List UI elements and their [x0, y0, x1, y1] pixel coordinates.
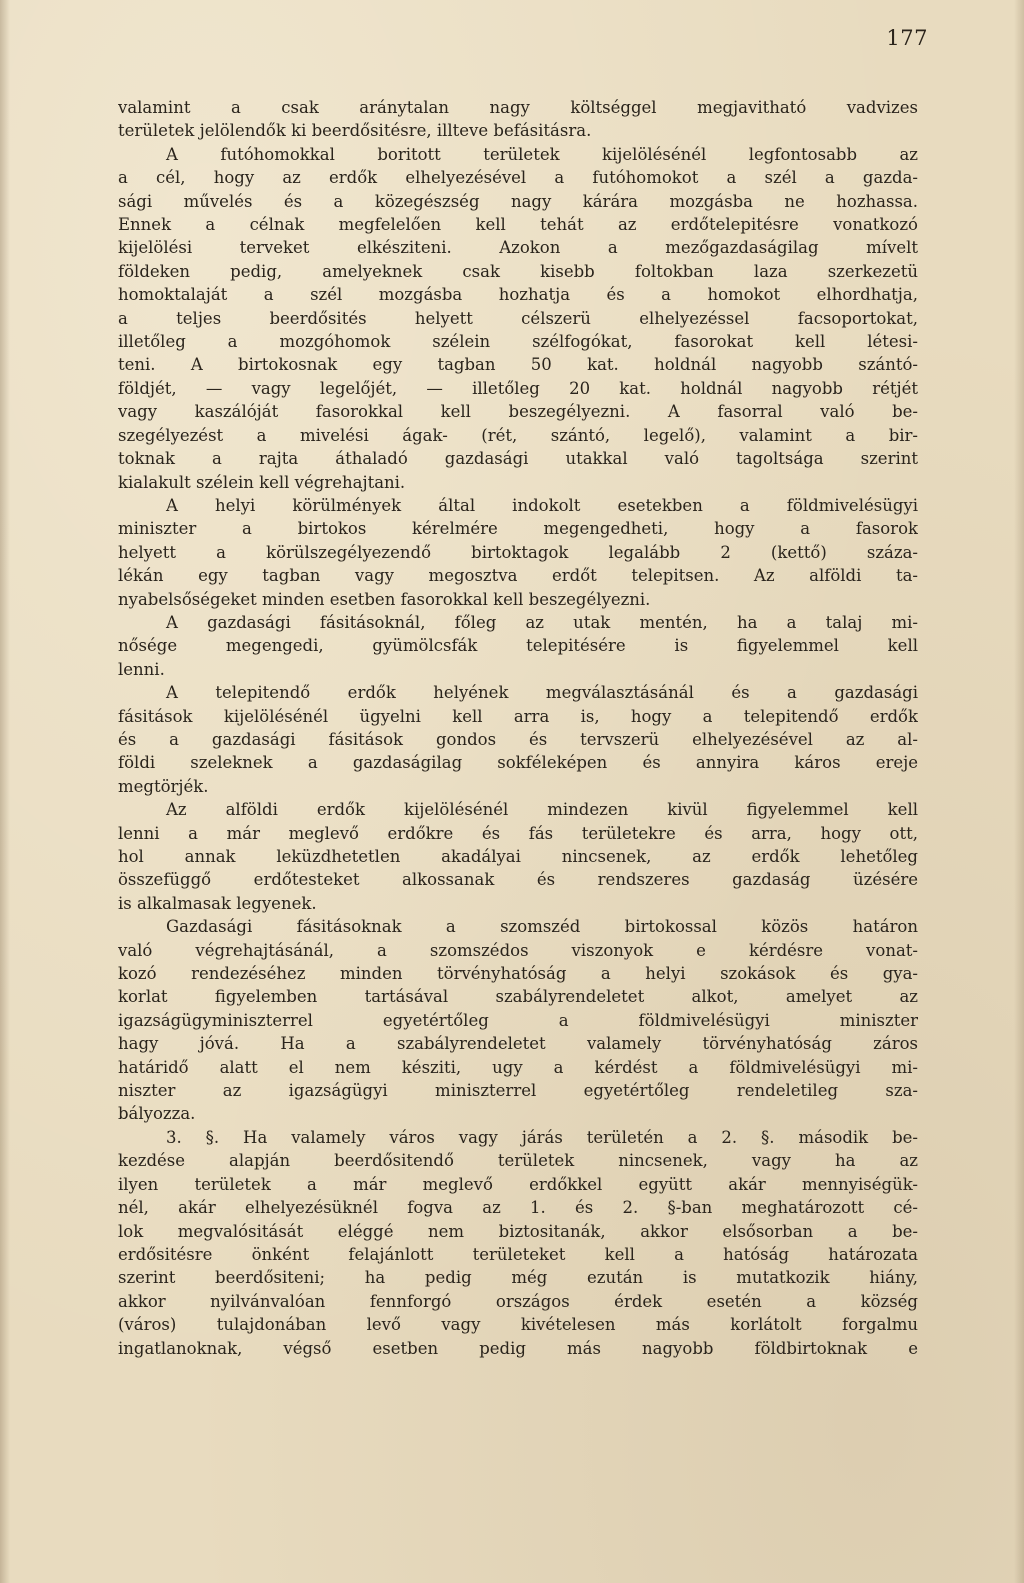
text-line: ilyen területek a már meglevő erdőkkel együtt akár mennyiségük-	[118, 1174, 918, 1194]
text-line: a teljes beerdősités helyett célszerü elhelyezéssel facsoportokat,	[118, 308, 918, 328]
text-line: összefüggő erdőtesteket alkossanak és rendszeres gazdaság üzésére	[118, 870, 918, 890]
text-line: nél, akár elhelyezésüknél fogva az 1. és 2. §-ban meghatározott cé-	[118, 1198, 918, 1218]
text-line: való végrehajtásánál, a szomszédos viszonyok e kérdésre vonat-	[118, 940, 918, 960]
text-line: kezdése alapján beerdősitendő területek nincsenek, vagy ha az	[118, 1151, 918, 1171]
text-line: korlat figyelemben tartásával szabályrendeletet alkot, amelyet az	[118, 987, 918, 1007]
text-line: nősége megengedi, gyümölcsfák telepitésére is figyelemmel kell	[118, 636, 918, 656]
text-line: ingatlanoknak, végső esetben pedig más nagyobb földbirtoknak e	[118, 1338, 918, 1358]
text-line: kialakult szélein kell végrehajtani.	[118, 472, 406, 492]
text-line: miniszter a birtokos kérelmére megengedheti, hogy a fasorok	[118, 519, 918, 539]
page-number: 177	[886, 26, 928, 50]
text-line: lok megvalósitását eléggé nem biztositanák, akkor elsősorban a be-	[118, 1221, 918, 1241]
page-left-edge-shadow	[0, 0, 10, 1583]
text-line: niszter az igazságügyi miniszterrel egyetértőleg rendeletileg sza-	[118, 1081, 918, 1101]
paragraph	[118, 96, 918, 143]
paragraph	[118, 681, 918, 798]
paragraph	[118, 915, 918, 1126]
body-text	[118, 96, 918, 1360]
text-line: Az alföldi erdők kijelölésénél mindezen kivül figyelemmel kell	[166, 800, 918, 820]
text-line: hagy jóvá. Ha a szabályrendeletet valamely törvényhatóság záros	[118, 1034, 918, 1054]
text-line: bályozza.	[118, 1104, 196, 1124]
text-line: Gazdasági fásitásoknak a szomszéd birtokossal közös határon	[166, 917, 918, 937]
text-line: lékán egy tagban vagy megosztva erdőt telepitsen. Az alföldi ta-	[118, 566, 918, 586]
text-line: szerint beerdősiteni; ha pedig még ezután is mutatkozik hiány,	[118, 1268, 918, 1288]
text-line: határidő alatt el nem késziti, ugy a kérdést a földmivelésügyi mi-	[118, 1057, 918, 1077]
text-line: helyett a körülszegélyezendő birtoktagok legalább 2 (kettő) száza-	[118, 542, 918, 562]
text-line: földeken pedig, amelyeknek csak kisebb foltokban laza szerkezetü	[118, 261, 918, 281]
text-line: A futóhomokkal boritott területek kijelölésénél legfontosabb az	[166, 144, 918, 164]
text-line: valamint a csak aránytalan nagy költséggel megjavitható vadvizes	[118, 98, 918, 117]
text-line: sági művelés és a közegészség nagy kárára mozgásba ne hozhassa.	[118, 191, 918, 211]
text-line: vagy kaszálóját fasorokkal kell beszegélyezni. A fasorral való be-	[118, 402, 918, 422]
text-line: lenni a már meglevő erdőkre és fás területekre és arra, hogy ott,	[118, 823, 918, 843]
text-line: hol annak leküzdhetetlen akadályai nincsenek, az erdők lehetőleg	[118, 847, 918, 866]
text-line: kijelölési terveket elkésziteni. Azokon a mezőgazdaságilag mívelt	[118, 238, 918, 258]
text-line: Ennek a célnak megfelelően kell tehát az erdőtelepitésre vonatkozó	[118, 215, 918, 235]
text-line: szegélyezést a mivelési ágak- (rét, szántó, legelő), valamint a bir-	[118, 425, 918, 445]
text-line: A gazdasági fásitásoknál, főleg az utak mentén, ha a talaj mi-	[166, 612, 918, 632]
text-line: 3. §. Ha valamely város vagy járás területén a 2. §. második be-	[166, 1127, 918, 1147]
text-line: teni. A birtokosnak egy tagban 50 kat. holdnál nagyobb szántó-	[118, 355, 918, 375]
text-line: földjét, — vagy legelőjét, — illetőleg 20 kat. holdnál nagyobb rétjét	[118, 378, 918, 398]
text-line: illetőleg a mozgóhomok szélein szélfogókat, fasorokat kell létesi-	[118, 332, 918, 352]
text-line: nyabelsőségeket minden esetben fasorokkal kell beszegélyezni.	[118, 589, 651, 609]
paragraph	[118, 611, 918, 681]
paragraph	[118, 494, 918, 611]
text-line: A helyi körülmények által indokolt esetekben a földmivelésügyi	[166, 495, 918, 515]
text-line: megtörjék.	[118, 776, 209, 796]
text-line: akkor nyilvánvalóan fennforgó országos érdek esetén a község	[118, 1291, 918, 1311]
page-right-edge-shadow	[1014, 0, 1024, 1583]
text-line: területek jelölendők ki beerdősitésre, illteve befásitásra.	[118, 121, 592, 141]
text-line: toknak a rajta áthaladó gazdasági utakkal való tagoltsága szerint	[118, 449, 918, 469]
text-line: a cél, hogy az erdők elhelyezésével a futóhomokot a szél a gazda-	[118, 168, 918, 188]
text-line: kozó rendezéséhez minden törvényhatóság a helyi szokások és gya-	[118, 964, 918, 984]
paragraph	[118, 1126, 918, 1360]
text-line: (város) tulajdonában levő vagy kivételesen más korlátolt forgalmu	[118, 1315, 918, 1335]
text-line: is alkalmasak legyenek.	[118, 893, 317, 913]
text-line: A telepitendő erdők helyének megválasztásánál és a gazdasági	[166, 683, 918, 703]
text-line: lenni.	[118, 659, 165, 679]
text-line: és a gazdasági fásitások gondos és tervszerü elhelyezésével az al-	[118, 729, 918, 749]
text-line: erdősitésre önként felajánlott területeket kell a hatóság határozata	[118, 1244, 918, 1264]
text-line: homoktalaját a szél mozgásba hozhatja és a homokot elhordhatja,	[118, 285, 918, 305]
paragraph	[118, 143, 918, 494]
paragraph	[118, 798, 918, 915]
text-line: igazságügyminiszterrel egyetértőleg a földmivelésügyi miniszter	[118, 1010, 918, 1030]
text-line: fásitások kijelölésénél ügyelni kell arra is, hogy a telepitendő erdők	[118, 706, 918, 726]
text-line: földi szeleknek a gazdaságilag sokféleképen és annyira káros ereje	[118, 753, 918, 773]
